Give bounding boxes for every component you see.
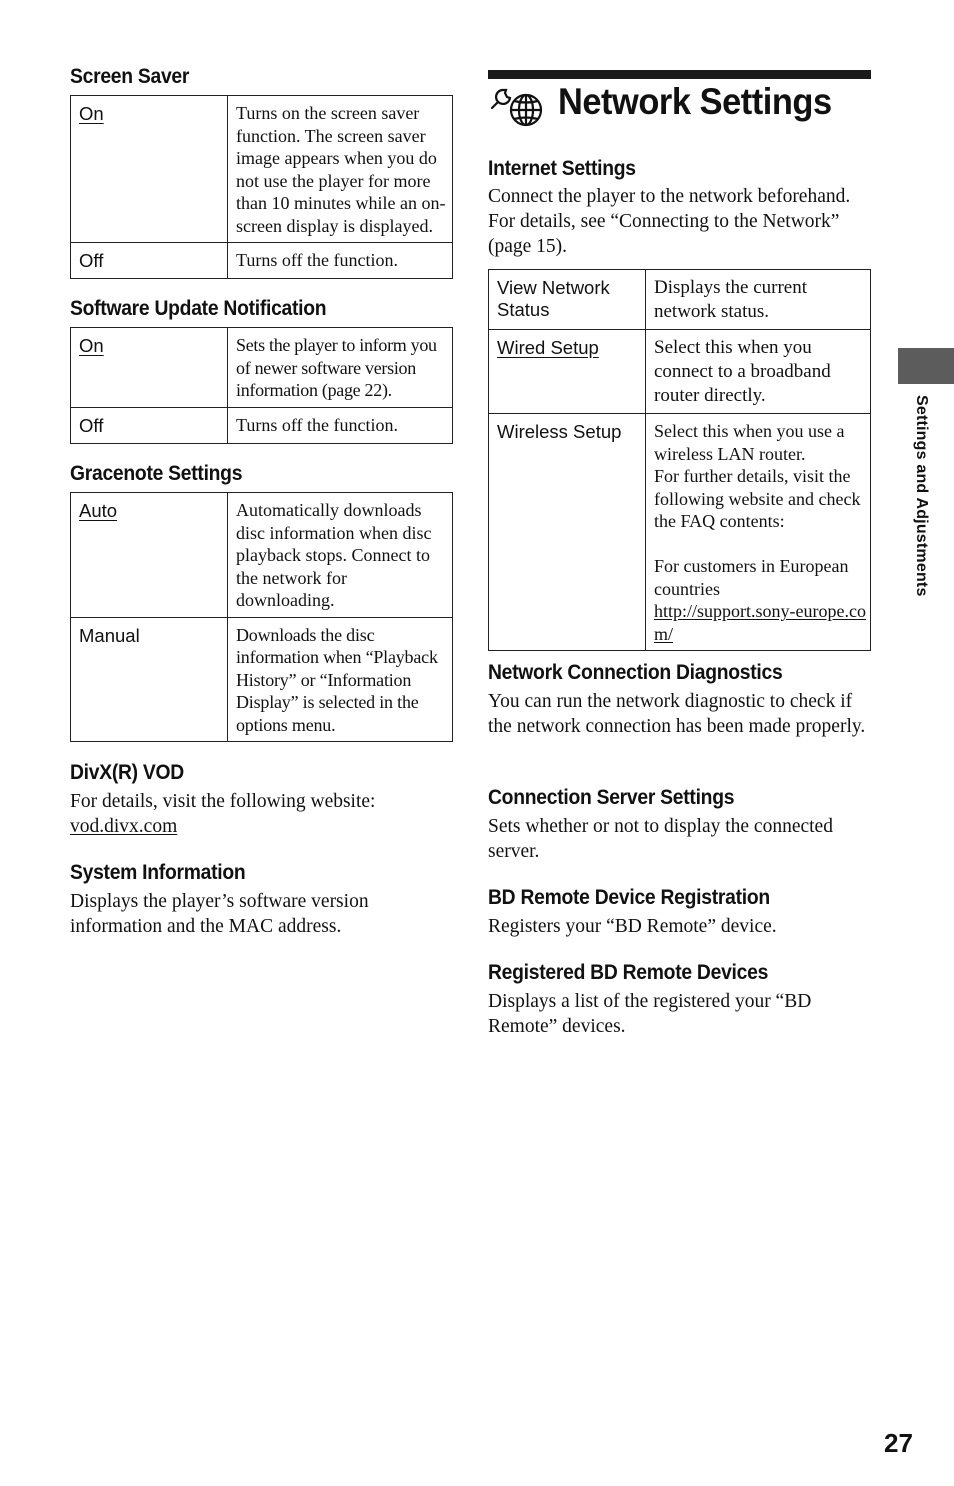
diagnostics-heading: Network Connection Diagnostics [488, 661, 783, 684]
option-key [489, 330, 646, 414]
table-row [71, 328, 453, 408]
option-key: Wireless Setup [489, 414, 646, 651]
sony-support-link[interactable]: http://support.sony-europe.com/ [654, 601, 866, 644]
wireless-desc-1: Select this when you use a wireless LAN router. [654, 421, 845, 464]
option-description: Downloads the disc information when “Playback History” or “Information Display” is selected in the options menu. [228, 617, 453, 742]
option-description: Automatically downloads disc information when disc playback stops. Connect to the network for downloading. [228, 493, 453, 618]
software-update-heading: Software Update Notification [70, 297, 327, 320]
option-key [71, 493, 228, 618]
divx-text [70, 789, 453, 839]
chapter-tab [898, 348, 954, 384]
system-info-heading: System Information [70, 861, 246, 884]
option-key: Off [71, 407, 228, 443]
page-title: Network Settings [558, 81, 832, 122]
internet-settings-table [488, 269, 871, 651]
gracenote-heading: Gracenote Settings [70, 462, 243, 485]
internet-settings-heading: Internet Settings [488, 157, 636, 180]
server-settings-heading: Connection Server Settings [488, 786, 735, 809]
software-update-table [70, 327, 453, 444]
divx-link[interactable]: vod.divx.com [70, 816, 178, 837]
option-key [71, 96, 228, 243]
bd-registered-heading: Registered BD Remote Devices [488, 961, 769, 984]
screen-saver-table [70, 95, 453, 279]
option-description [646, 414, 871, 651]
option-on-label: On [79, 103, 104, 124]
option-key: Off [71, 243, 228, 279]
bd-registered-text: Displays a list of the registered your “BD Remote” devices. [488, 991, 812, 1037]
option-description: Select this when you connect to a broadband router directly. [646, 330, 871, 414]
wireless-desc-3: For customers in European countries [654, 556, 849, 599]
section-banner-bar [488, 70, 871, 79]
table-row [71, 243, 453, 279]
option-description: Turns off the function. [228, 243, 453, 279]
wireless-desc-2: For further details, visit the following website and check the FAQ contents: [654, 466, 861, 531]
option-description: Turns off the function. [228, 407, 453, 443]
wrench-globe-icon [488, 82, 548, 130]
option-description: Sets the player to inform you of newer software version information (page 22). [228, 328, 453, 408]
gracenote-table [70, 492, 453, 742]
wired-setup-label: Wired Setup [497, 337, 599, 358]
option-on-label: On [79, 335, 104, 356]
divx-heading: DivX(R) VOD [70, 761, 184, 784]
option-key: View Network Status [489, 270, 646, 330]
screen-saver-heading: Screen Saver [70, 65, 190, 88]
diagnostics-text: You can run the network diagnostic to check if the network connection has been made properly. [488, 691, 866, 737]
divx-description: For details, visit the following website: [70, 791, 376, 812]
table-row [71, 407, 453, 443]
table-row [489, 270, 871, 330]
table-row [71, 96, 453, 243]
page-number: 27 [884, 1428, 913, 1458]
option-description: Turns on the screen saver function. The screen saver image appears when you do not use the player for more than 10 minutes while an on-screen display is displayed. [228, 96, 453, 243]
table-row [71, 617, 453, 742]
table-row [489, 330, 871, 414]
bd-registration-text: Registers your “BD Remote” device. [488, 916, 777, 937]
option-description: Displays the current network status. [646, 270, 871, 330]
option-auto-label: Auto [79, 500, 118, 521]
option-key: Manual [71, 617, 228, 742]
table-row [71, 493, 453, 618]
option-key [71, 328, 228, 408]
chapter-label: Settings and Adjustments [913, 395, 930, 597]
server-settings-text: Sets whether or not to display the connected server. [488, 816, 833, 862]
bd-registration-heading: BD Remote Device Registration [488, 886, 770, 909]
system-info-text: Displays the player’s software version information and the MAC address. [70, 891, 369, 937]
table-row [489, 414, 871, 651]
internet-settings-text: Connect the player to the network beforehand. For details, see “Connecting to the Network” (page 15). [488, 186, 851, 257]
